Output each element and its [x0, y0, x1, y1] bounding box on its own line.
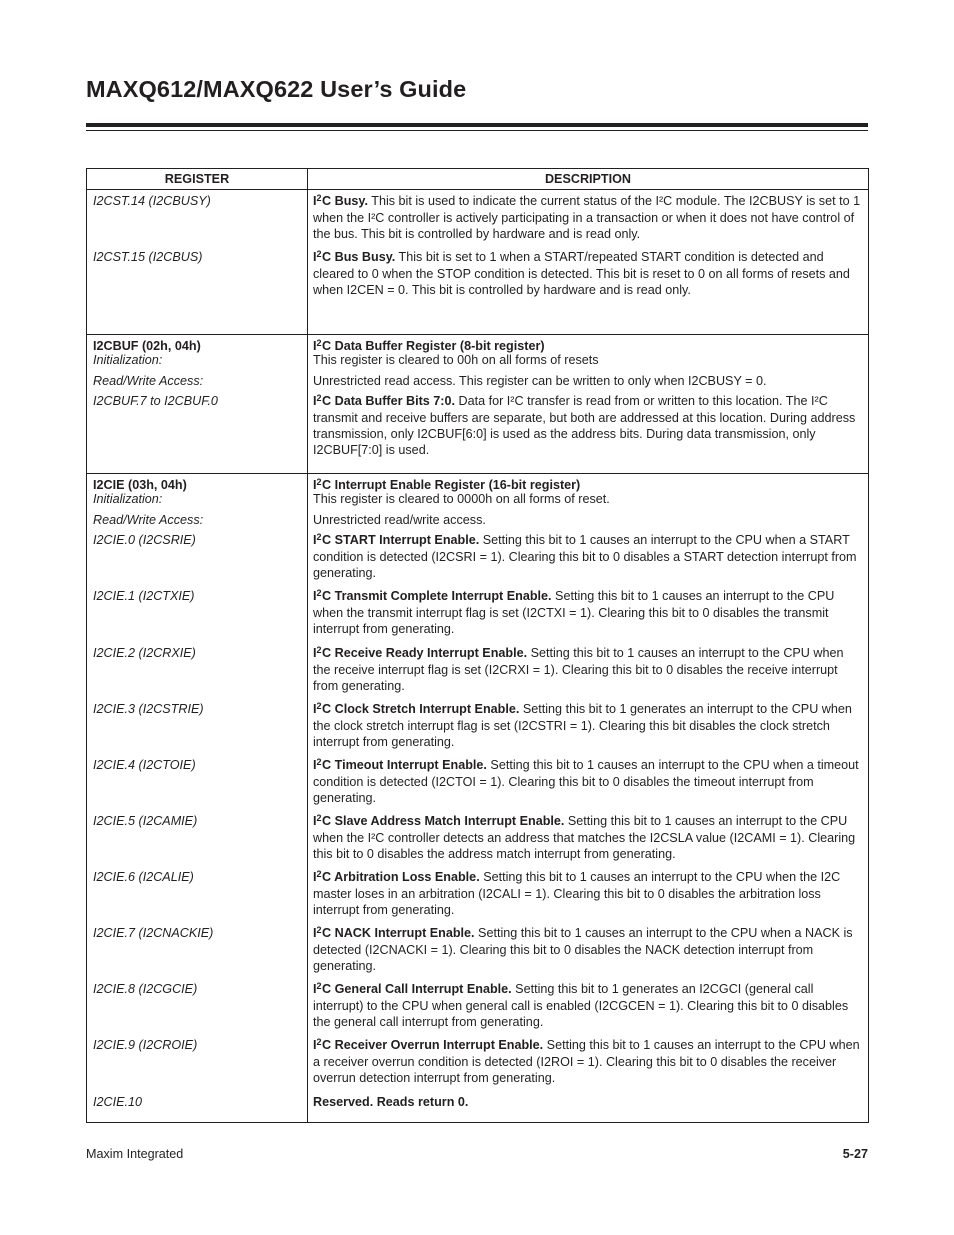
description-paragraph — [313, 701, 862, 750]
superscript: 2 — [316, 338, 322, 348]
register-label: I2CIE.4 (I2CTOIE) — [93, 758, 196, 772]
description-text: This register is cleared to 0000h on all forms of reset. — [313, 492, 610, 506]
header-rule-thin — [86, 130, 868, 131]
description-text: Setting this bit to 1 causes an interrupt to the CPU when the I²C controller detects an address that matches the I2CSLA value (I2CAMI = 1). Clearing this bit to 0 disables the address match interrupt from generating. — [313, 814, 856, 861]
description-text: Setting this bit to 1 causes an interrupt to the CPU when a NACK is detected (I2CNACKI = 1). Clearing this bit to 0 disables the NACK detection interrupt from generating. — [313, 926, 853, 973]
register-label: I2CIE.10 — [93, 1095, 143, 1109]
superscript: 2 — [316, 925, 322, 935]
i2c-prefix: I — [313, 646, 317, 660]
i2c-prefix: I — [313, 702, 317, 716]
description-paragraph — [313, 373, 862, 389]
superscript: 2 — [316, 701, 322, 711]
superscript: 2 — [316, 869, 322, 879]
i2c-prefix: I — [313, 394, 317, 408]
footer-page-number: 5-27 — [842, 1147, 868, 1161]
i2c-prefix: I — [313, 533, 317, 547]
description-paragraph — [313, 1094, 862, 1110]
description-paragraph — [313, 588, 862, 637]
register-label: Initialization: — [93, 492, 163, 506]
register-label: I2CIE.7 (I2CNACKIE) — [93, 926, 214, 940]
superscript: 2 — [316, 249, 322, 259]
description-text: Setting this bit to 1 generates an I2CGCI (general call interrupt) to the CPU when general call is enabled (I2CGCEN = 1). Clearing this bit to 0 disables the general call interrupt from generating. — [313, 982, 849, 1029]
register-label: I2CIE.6 (I2CALIE) — [93, 870, 194, 884]
description-cell — [308, 474, 869, 1123]
register-table — [86, 168, 869, 1123]
description-cell — [308, 190, 869, 335]
description-title: C Transmit Complete Interrupt Enable. — [322, 589, 552, 603]
superscript: 2 — [316, 393, 322, 403]
register-label: I2CIE.1 (I2CTXIE) — [93, 589, 195, 603]
description-text: Unrestricted read/write access. — [313, 513, 486, 527]
description-text: Setting this bit to 1 causes an interrupt to the CPU when the I2C master loses in an arbitration (I2CALI = 1). Clearing this bit to 0 disables the arbitration loss interrupt from generating. — [313, 870, 841, 917]
description-title: C Data Buffer Bits 7:0. — [322, 394, 455, 408]
header-rule-thick — [86, 123, 868, 127]
register-label: I2CIE.5 (I2CAMIE) — [93, 814, 198, 828]
i2c-prefix: I — [313, 814, 317, 828]
page-title: MAXQ612/MAXQ622 User’s Guide — [86, 76, 467, 102]
description-text: Setting this bit to 1 generates an interrupt to the CPU when the clock stretch interrupt flag is set (I2CSTRI = 1). Clearing this bit disables the clock stretch interrupt from generating. — [313, 702, 852, 749]
description-title: C Timeout Interrupt Enable. — [322, 758, 487, 772]
description-paragraph — [313, 1037, 862, 1086]
register-label: I2CIE.2 (I2CRXIE) — [93, 646, 196, 660]
register-label: Read/Write Access: — [93, 374, 204, 388]
table-header-row — [87, 169, 869, 190]
register-label: I2CIE (03h, 04h) — [93, 478, 187, 492]
i2c-prefix: I — [313, 982, 317, 996]
description-title: C Receive Ready Interrupt Enable. — [322, 646, 528, 660]
description-paragraph — [313, 352, 862, 368]
description-paragraph — [313, 491, 862, 507]
superscript: 2 — [316, 193, 322, 203]
description-cell — [308, 335, 869, 474]
description-paragraph — [313, 393, 862, 458]
description-title: C Bus Busy. — [322, 250, 396, 264]
i2c-prefix: I — [313, 194, 317, 208]
superscript: 2 — [316, 981, 322, 991]
description-text: Setting this bit to 1 causes an interrupt to the CPU when the transmit interrupt flag is set (I2CTXI = 1). Clearing this bit to 0 disables the transmit interrupt from generating. — [313, 589, 835, 636]
description-paragraph — [313, 249, 862, 298]
register-label: I2CIE.3 (I2CSTRIE) — [93, 702, 204, 716]
table-row — [87, 335, 869, 474]
description-title: C Busy. — [322, 194, 368, 208]
description-title: C Arbitration Loss Enable. — [322, 870, 480, 884]
description-text: This register is cleared to 00h on all forms of resets — [313, 353, 599, 367]
register-column-header: REGISTER — [87, 169, 308, 190]
description-title: C NACK Interrupt Enable. — [322, 926, 475, 940]
description-title: C Receiver Overrun Interrupt Enable. — [322, 1038, 544, 1052]
description-text: This bit is used to indicate the current status of the I²C module. The I2CBUSY is set to 1 when the I²C controller is actively participating in a transaction or when it does not have control of the bus. This bit is controlled by hardware and is read only. — [313, 194, 861, 241]
description-title: C Slave Address Match Interrupt Enable. — [322, 814, 565, 828]
description-paragraph — [313, 512, 862, 528]
register-label: I2CIE.8 (I2CGCIE) — [93, 982, 198, 996]
superscript: 2 — [316, 1037, 322, 1047]
description-paragraph — [313, 869, 862, 918]
i2c-prefix: I — [313, 1038, 317, 1052]
register-label: Initialization: — [93, 353, 163, 367]
description-paragraph — [313, 193, 862, 242]
description-paragraph — [313, 925, 862, 974]
register-label: I2CBUF (02h, 04h) — [93, 339, 201, 353]
superscript: 2 — [316, 588, 322, 598]
description-title: C General Call Interrupt Enable. — [322, 982, 512, 996]
description-text: Setting this bit to 1 causes an interrupt to the CPU when the receive interrupt flag is set (I2CRXI = 1). Clearing this bit to 0 disables the receive interrupt from generating. — [313, 646, 844, 693]
superscript: 2 — [316, 477, 322, 487]
description-paragraph — [313, 645, 862, 694]
i2c-prefix: I — [313, 870, 317, 884]
description-title: C Data Buffer Register (8-bit register) — [322, 339, 545, 353]
i2c-prefix: I — [313, 589, 317, 603]
register-cell — [87, 190, 308, 335]
table-row — [87, 474, 869, 1123]
register-label: I2CST.14 (I2CBUSY) — [93, 194, 211, 208]
description-paragraph — [313, 532, 862, 581]
table-row — [87, 190, 869, 335]
i2c-prefix: I — [313, 926, 317, 940]
footer-company: Maxim Integrated — [86, 1147, 184, 1161]
superscript: 2 — [316, 645, 322, 655]
register-label: I2CBUF.7 to I2CBUF.0 — [93, 394, 218, 408]
superscript: 2 — [316, 757, 322, 767]
description-title: Reserved. Reads return 0. — [313, 1095, 469, 1109]
superscript: 2 — [316, 813, 322, 823]
description-column-header: DESCRIPTION — [308, 169, 869, 190]
description-text: Setting this bit to 1 causes an interrupt to the CPU when a receiver overrun condition is detected (I2ROI = 1). Clearing this bit to 0 disables the receiver overrun detection interrupt from generating. — [313, 1038, 860, 1085]
description-paragraph — [313, 757, 862, 806]
description-paragraph — [313, 981, 862, 1030]
description-text: Data for I²C transfer is read from or written to this location. The I²C transmit and receive buffers are separate, but both are addressed at this location. During address transmission, only I2CBUF[6:0] is used as the address bits. During data transmission, only I2CBUF[7:0] is used. — [313, 394, 856, 457]
description-text: This bit is set to 1 when a START/repeated START condition is detected and cleared to 0 when the STOP condition is detected. This bit is reset to 0 on all forms of resets and when I2CEN = 0. This bit is controlled by hardware and is read only. — [313, 250, 850, 297]
description-title: C Clock Stretch Interrupt Enable. — [322, 702, 520, 716]
description-title: C Interrupt Enable Register (16-bit register) — [322, 478, 581, 492]
register-label: I2CIE.9 (I2CROIE) — [93, 1038, 198, 1052]
description-text: Setting this bit to 1 causes an interrupt to the CPU when a START condition is detected (I2CSRI = 1). Clearing this bit to 0 disables a START detection interrupt from generating. — [313, 533, 857, 580]
description-text: Unrestricted read access. This register can be written to only when I2CBUSY = 0. — [313, 374, 767, 388]
i2c-prefix: I — [313, 250, 317, 264]
register-label: I2CST.15 (I2CBUS) — [93, 250, 203, 264]
description-paragraph — [313, 813, 862, 862]
description-text: Setting this bit to 1 causes an interrupt to the CPU when a timeout condition is detected (I2CTOI = 1). Clearing this bit to 0 disables the timeout interrupt from generating. — [313, 758, 859, 805]
register-label: I2CIE.0 (I2CSRIE) — [93, 533, 196, 547]
register-cell — [87, 335, 308, 474]
superscript: 2 — [316, 532, 322, 542]
register-label: Read/Write Access: — [93, 513, 204, 527]
register-cell — [87, 474, 308, 1123]
i2c-prefix: I — [313, 758, 317, 772]
description-title: C START Interrupt Enable. — [322, 533, 480, 547]
i2c-prefix: I — [313, 339, 317, 353]
i2c-prefix: I — [313, 478, 317, 492]
